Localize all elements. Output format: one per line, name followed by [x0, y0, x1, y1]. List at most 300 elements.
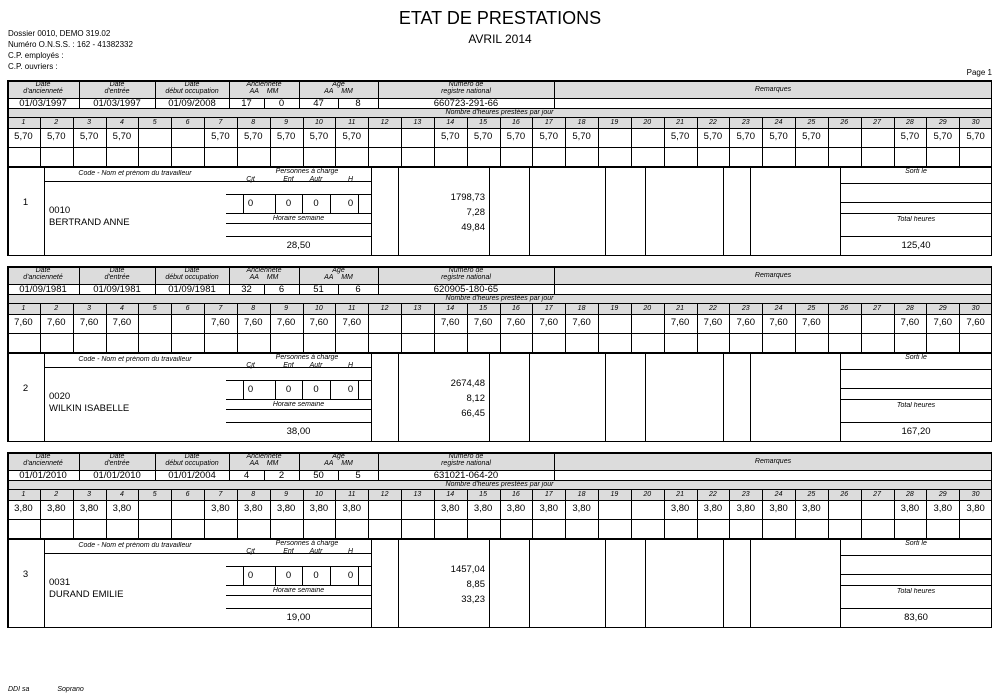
cjt-value: 0	[247, 384, 254, 395]
label-horaire-semaine: Horaire semaine	[272, 401, 325, 408]
day-hours: 5,70	[736, 131, 755, 142]
date-debut-value: 01/01/2004	[168, 471, 216, 481]
label-h: H	[347, 548, 354, 555]
rule-line	[605, 352, 606, 442]
worker-index: 3	[22, 569, 29, 580]
rule-line	[840, 555, 992, 556]
day-hours: 5,70	[46, 131, 66, 142]
page-number: Page 1	[966, 68, 992, 77]
total-heures-value: 83,60	[904, 612, 928, 623]
day-hours: 5,70	[900, 131, 920, 142]
rule-line	[226, 223, 371, 224]
day-number: 5	[152, 305, 157, 312]
date-anciennete-value: 01/03/1997	[19, 99, 67, 109]
rule-line	[226, 213, 371, 214]
day-hours: 5,70	[440, 131, 460, 142]
day-number: 17	[544, 305, 553, 312]
day-hours	[138, 502, 171, 516]
amount-2: 8,85	[466, 579, 485, 590]
day-hours	[171, 502, 204, 516]
day-number: 25	[807, 305, 816, 312]
sorti-value	[840, 558, 992, 570]
label-personnes-charge: Personnes à charge	[275, 168, 339, 175]
day-hours: 5,70	[79, 131, 99, 142]
day-number: 8	[251, 305, 256, 312]
day-number: 6	[185, 119, 190, 126]
day-number: 5	[152, 119, 157, 126]
day-number: 18	[577, 491, 586, 498]
label-cjt: Cjt	[246, 362, 255, 369]
label-date-anciennete: Date d'ancienneté	[23, 453, 63, 467]
label-hours-per-day: Nombre d'heures prestées par jour	[445, 295, 554, 302]
day-hours: 5,70	[802, 131, 821, 142]
rule-line	[529, 538, 530, 628]
amount-3: 49,84	[461, 222, 485, 233]
day-number: 6	[185, 491, 190, 498]
amount-3: 66,45	[461, 408, 485, 419]
rule-line	[226, 380, 371, 381]
rule-line	[750, 352, 751, 442]
rule-line	[226, 566, 371, 567]
day-hours: 3,80	[736, 503, 755, 514]
day-number: 4	[119, 491, 124, 498]
rule-line	[723, 352, 724, 442]
worker-name: BERTRAND ANNE	[49, 217, 130, 228]
amount-1: 2674,48	[450, 378, 485, 389]
day-number: 21	[676, 119, 684, 126]
rule-line	[489, 166, 490, 256]
day-hours	[861, 130, 894, 144]
day-hours: 5,70	[243, 131, 263, 142]
day-number: 15	[479, 491, 487, 498]
day-number: 8	[251, 119, 256, 126]
rule-line	[840, 608, 992, 609]
label-total-heures: Total heures	[896, 588, 936, 595]
rule-line	[723, 166, 724, 256]
day-hours: 3,80	[211, 503, 230, 514]
day-hours: 7,60	[506, 317, 526, 328]
worker-index: 1	[22, 197, 29, 208]
day-hours: 3,80	[539, 503, 558, 514]
day-hours: 7,60	[46, 317, 66, 328]
day-hours	[401, 130, 434, 144]
day-number: 18	[577, 305, 586, 312]
day-number: 23	[741, 491, 750, 498]
day-number: 1	[21, 119, 26, 126]
day-hours: 5,70	[309, 131, 329, 142]
age-aa-value: 47	[313, 99, 324, 109]
label-autr: Autr	[309, 362, 323, 369]
day-number: 26	[840, 119, 849, 126]
rule-line	[840, 202, 992, 203]
rule-line	[371, 352, 372, 442]
day-number: 2	[54, 491, 59, 498]
day-number: 29	[938, 119, 947, 126]
label-personnes-charge: Personnes à charge	[275, 354, 339, 361]
day-hours: 7,60	[276, 317, 296, 328]
age-mm-value: 5	[355, 471, 361, 481]
page-title: ETAT DE PRESTATIONS	[398, 8, 602, 28]
age-mm-value: 6	[355, 285, 361, 295]
rule-line	[371, 538, 372, 628]
label-date-debut: Date début occupation	[165, 267, 219, 281]
day-hours	[401, 502, 434, 516]
sorti-value	[840, 186, 992, 198]
rule-line	[645, 538, 646, 628]
day-number: 28	[906, 305, 914, 312]
sorti-value	[840, 372, 992, 384]
day-hours: 5,70	[342, 131, 361, 142]
day-number: 12	[380, 305, 389, 312]
day-number: 25	[807, 119, 816, 126]
day-number: 4	[119, 305, 124, 312]
day-hours: 5,70	[506, 131, 526, 142]
h-value: 0	[347, 384, 354, 395]
rule-line	[840, 213, 992, 214]
label-cjt: Cjt	[246, 176, 255, 183]
label-date-entree: Date d'entrée	[104, 453, 130, 467]
day-hours: 3,80	[506, 503, 526, 514]
day-number: 16	[512, 491, 520, 498]
day-hours: 3,80	[112, 503, 132, 514]
day-hours: 3,80	[670, 503, 690, 514]
onss-line: Numéro O.N.S.S. : 162 - 41382332	[8, 40, 133, 49]
day-hours: 7,60	[342, 317, 361, 328]
rule-line	[723, 538, 724, 628]
day-hours: 7,60	[79, 317, 99, 328]
rule-line	[840, 422, 992, 423]
cp-employes-line: C.P. employés :	[8, 51, 64, 60]
rule-line	[840, 183, 992, 184]
rule-line	[226, 236, 371, 237]
day-number: 17	[544, 119, 553, 126]
day-hours: 5,70	[473, 131, 493, 142]
day-number: 13	[413, 305, 422, 312]
amount-2: 7,28	[466, 207, 485, 218]
day-hours: 3,80	[309, 503, 329, 514]
rule-line	[840, 574, 992, 575]
h-value: 0	[347, 198, 354, 209]
rule-line	[489, 352, 490, 442]
date-anciennete-value: 01/01/2010	[19, 471, 67, 481]
worker-block	[7, 266, 992, 442]
day-hours	[171, 316, 204, 330]
rule-line	[529, 352, 530, 442]
day-hours	[171, 130, 204, 144]
day-hours	[631, 316, 664, 330]
footer-company: DDI sa	[8, 686, 30, 693]
anciennete-mm-value: 6	[278, 285, 285, 295]
day-hours: 5,70	[539, 131, 558, 142]
label-registre: Numéro de registre national	[441, 453, 491, 467]
footer-software: Soprano	[57, 686, 84, 693]
label-autr: Autr	[309, 548, 323, 555]
anciennete-mm-value: 2	[278, 471, 285, 481]
day-number: 13	[413, 491, 422, 498]
rule-line	[226, 608, 371, 609]
page-subtitle: AVRIL 2014	[468, 32, 532, 46]
registre-value: 660723-291-66	[433, 99, 499, 109]
day-hours	[368, 316, 401, 330]
day-number: 7	[218, 305, 223, 312]
rule-line	[605, 166, 606, 256]
day-number: 21	[676, 491, 684, 498]
label-horaire-semaine: Horaire semaine	[272, 587, 325, 594]
day-hours: 3,80	[79, 503, 99, 514]
rule-line	[840, 585, 992, 586]
label-date-anciennete: Date d'ancienneté	[23, 267, 63, 281]
day-number: 3	[87, 305, 92, 312]
day-hours: 5,70	[112, 131, 132, 142]
label-enf: Enf	[283, 362, 294, 369]
amount-3: 33,23	[461, 594, 485, 605]
day-hours	[631, 130, 664, 144]
day-number: 30	[971, 119, 980, 126]
rule-line	[840, 399, 992, 400]
cjt-value: 0	[247, 198, 254, 209]
day-hours: 7,60	[112, 317, 132, 328]
autr-value: 0	[313, 384, 319, 395]
label-sorti-le: Sorti le	[905, 354, 927, 361]
horaire-value: 28,50	[286, 240, 311, 251]
enf-value: 0	[285, 570, 292, 581]
day-number: 20	[643, 119, 652, 126]
h-value: 0	[347, 570, 354, 581]
day-hours	[861, 502, 894, 516]
label-age: Age AA MM	[324, 81, 353, 95]
day-number: 24	[774, 119, 783, 126]
day-number: 25	[807, 491, 816, 498]
day-number: 7	[218, 491, 223, 498]
day-hours: 7,60	[309, 317, 329, 328]
day-number: 22	[709, 491, 717, 498]
amount-1: 1798,73	[450, 192, 485, 203]
rule-line	[7, 255, 992, 257]
cjt-value: 0	[247, 570, 254, 581]
label-enf: Enf	[283, 176, 294, 183]
day-number: 26	[840, 305, 849, 312]
day-number: 21	[676, 305, 684, 312]
day-hours: 3,80	[46, 503, 66, 514]
day-number: 12	[380, 491, 389, 498]
day-number: 18	[577, 119, 586, 126]
footer	[8, 686, 110, 693]
rule-line	[7, 441, 992, 443]
day-hours: 7,60	[802, 317, 821, 328]
day-hours: 7,60	[736, 317, 755, 328]
rule-line	[226, 399, 371, 400]
day-hours: 5,70	[933, 131, 952, 142]
rule-line	[645, 166, 646, 256]
day-number: 12	[380, 119, 389, 126]
day-number: 16	[512, 119, 520, 126]
day-number: 5	[152, 491, 157, 498]
day-number: 10	[315, 491, 323, 498]
day-number: 23	[741, 119, 750, 126]
day-number: 27	[873, 305, 881, 312]
day-hours: 7,60	[933, 317, 952, 328]
label-sorti-le: Sorti le	[905, 540, 927, 547]
rule-line	[840, 236, 992, 237]
day-hours	[368, 130, 401, 144]
day-hours: 3,80	[473, 503, 493, 514]
anciennete-mm-value: 0	[278, 99, 285, 109]
day-number: 2	[54, 305, 59, 312]
worker-name: DURAND EMILIE	[49, 589, 124, 600]
label-anciennete: Ancienneté AA MM	[246, 267, 282, 281]
rule-line	[840, 369, 992, 370]
day-number: 27	[873, 491, 881, 498]
rule-line	[529, 166, 530, 256]
enf-value: 0	[285, 198, 292, 209]
day-number: 30	[971, 491, 980, 498]
day-number: 24	[774, 491, 783, 498]
day-hours	[138, 316, 171, 330]
anciennete-aa-value: 17	[241, 99, 252, 109]
autr-value: 0	[313, 198, 319, 209]
day-number: 20	[643, 491, 652, 498]
enf-value: 0	[285, 384, 292, 395]
label-personnes-charge: Personnes à charge	[275, 540, 339, 547]
day-hours	[598, 130, 631, 144]
day-hours: 3,80	[933, 503, 952, 514]
label-registre: Numéro de registre national	[441, 81, 491, 95]
day-hours: 7,60	[572, 317, 591, 328]
label-date-anciennete: Date d'ancienneté	[23, 81, 63, 95]
day-number: 13	[413, 119, 422, 126]
age-aa-value: 50	[313, 471, 324, 481]
worker-code: 0031	[49, 577, 71, 588]
amount-1: 1457,04	[450, 564, 485, 575]
day-number: 19	[610, 491, 619, 498]
rule-line	[840, 388, 992, 389]
label-code-nom: Code - Nom et prénom du travailleur	[78, 170, 192, 177]
label-sorti-le: Sorti le	[905, 168, 927, 175]
label-hours-per-day: Nombre d'heures prestées par jour	[445, 481, 554, 488]
label-total-heures: Total heures	[896, 216, 936, 223]
day-number: 4	[119, 119, 124, 126]
label-enf: Enf	[283, 548, 294, 555]
day-number: 19	[610, 305, 619, 312]
horaire-value: 38,00	[286, 426, 311, 437]
day-number: 23	[741, 305, 750, 312]
day-number: 9	[284, 119, 289, 126]
label-remarques: Remarques	[754, 458, 792, 465]
label-date-entree: Date d'entrée	[104, 81, 130, 95]
amount-2: 8,12	[466, 393, 485, 404]
day-hours: 7,60	[440, 317, 460, 328]
day-number: 10	[315, 305, 323, 312]
date-entree-value: 01/03/1997	[93, 99, 141, 109]
label-age: Age AA MM	[324, 453, 353, 467]
day-number: 2	[54, 119, 59, 126]
label-code-nom: Code - Nom et prénom du travailleur	[78, 356, 192, 363]
day-hours: 3,80	[14, 503, 33, 514]
day-number: 22	[709, 119, 717, 126]
day-number: 20	[643, 305, 652, 312]
rule-line	[226, 409, 371, 410]
registre-value: 620905-180-65	[433, 285, 499, 295]
label-date-entree: Date d'entrée	[104, 267, 130, 281]
day-hours: 5,70	[703, 131, 723, 142]
day-number: 30	[971, 305, 980, 312]
day-number: 7	[218, 119, 223, 126]
rule-line	[7, 627, 992, 629]
day-number: 15	[479, 305, 487, 312]
day-number: 11	[348, 491, 356, 498]
horaire-value: 19,00	[286, 612, 311, 623]
day-hours: 5,70	[211, 131, 230, 142]
day-number: 27	[873, 119, 881, 126]
day-hours: 3,80	[440, 503, 460, 514]
day-hours: 5,70	[572, 131, 591, 142]
day-number: 8	[251, 491, 256, 498]
day-number: 1	[21, 305, 26, 312]
day-number: 11	[348, 119, 356, 126]
day-hours: 3,80	[802, 503, 821, 514]
day-hours: 3,80	[342, 503, 361, 514]
rule-line	[226, 595, 371, 596]
day-number: 15	[479, 119, 487, 126]
day-number: 29	[938, 305, 947, 312]
dossier-line: Dossier 0010, DEMO 319.02	[8, 29, 111, 38]
rule-line	[226, 422, 371, 423]
rule-line	[750, 538, 751, 628]
day-number: 17	[544, 491, 553, 498]
day-number: 3	[87, 491, 92, 498]
day-number: 1	[21, 491, 26, 498]
date-debut-value: 01/09/1981	[168, 285, 216, 295]
label-age: Age AA MM	[324, 267, 353, 281]
rule-line	[750, 166, 751, 256]
day-hours	[828, 502, 861, 516]
day-hours: 3,80	[276, 503, 296, 514]
day-hours: 7,60	[900, 317, 920, 328]
day-hours: 5,70	[276, 131, 296, 142]
worker-block	[7, 80, 992, 256]
label-hours-per-day: Nombre d'heures prestées par jour	[445, 109, 554, 116]
day-hours	[368, 502, 401, 516]
day-number: 14	[446, 491, 455, 498]
age-aa-value: 51	[313, 285, 324, 295]
age-mm-value: 8	[355, 99, 361, 109]
day-number: 19	[610, 119, 619, 126]
label-remarques: Remarques	[754, 86, 792, 93]
rule-line	[226, 194, 371, 195]
day-number: 28	[906, 119, 914, 126]
day-hours: 5,70	[14, 131, 33, 142]
day-hours: 7,60	[243, 317, 263, 328]
day-hours	[138, 130, 171, 144]
label-horaire-semaine: Horaire semaine	[272, 215, 325, 222]
date-debut-value: 01/09/2008	[168, 99, 216, 109]
day-number: 26	[840, 491, 849, 498]
rule-line	[226, 585, 371, 586]
day-hours: 5,70	[670, 131, 690, 142]
label-h: H	[347, 176, 354, 183]
day-hours: 5,70	[769, 131, 788, 142]
anciennete-aa-value: 32	[241, 285, 252, 295]
day-number: 22	[709, 305, 717, 312]
day-hours	[598, 316, 631, 330]
worker-index: 2	[22, 383, 29, 394]
day-hours: 3,80	[572, 503, 591, 514]
day-hours: 7,60	[539, 317, 558, 328]
day-number: 14	[446, 119, 455, 126]
day-hours	[828, 130, 861, 144]
day-hours	[598, 502, 631, 516]
day-hours: 7,60	[670, 317, 690, 328]
